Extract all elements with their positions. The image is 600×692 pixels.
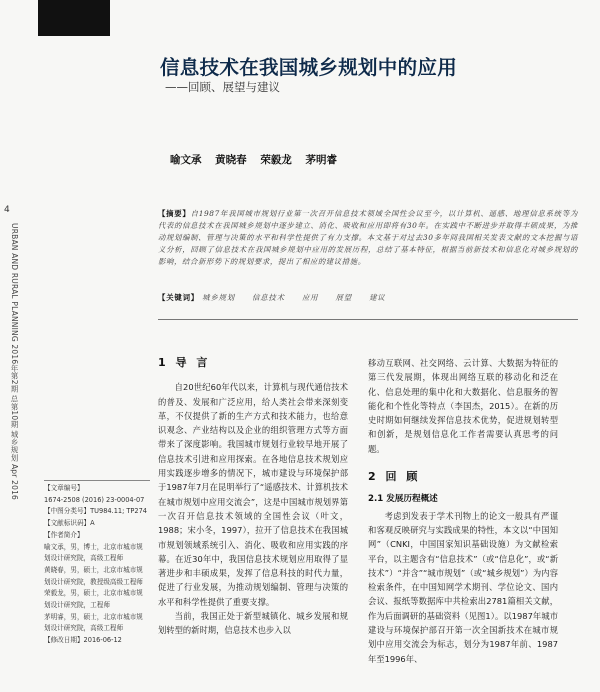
author: 喻文承 bbox=[170, 154, 202, 166]
keyword: 展望 bbox=[335, 293, 352, 302]
section-heading-review: 2 回 顾 bbox=[368, 470, 418, 484]
body-paragraph: 自20世纪60年代以来，计算机与现代通信技术的普及、发展和广泛应用，给人类社会带来深刻变革，不仅提供了新的生产方式和技术能力，也给意识观念、产业结构以及企业的组织管理方式等方面带来了深度影响。我国城市规划行业较早地开展了信息技术引进和应用探索。在各地信息技术规划应用实践逐步增多的情况下，城市建设与环境保护部于1987年7月在昆明举行了“遥感技术、计算机技术在城市规划中应用交流会”，这是中国城市规划界第一次召开信息技术领域的全国性会议（叶文，1988；宋小冬，1997），拉开了信息技术在我国城市规划领域系统引入、消化、吸收和应用实践的序幕。在近30年中，我国信息技术规划应用取得了显著进步和丰硕成果，发挥了信息科技的时代力量，促进了行业发展，为推动规划编制、管理与决策的水平和科学性提供了重要支撑。 bbox=[158, 382, 348, 607]
author: 黄晓春 bbox=[215, 154, 247, 166]
meta-line: 划设计研究院，高级工程师 bbox=[44, 624, 124, 633]
body-paragraph: 当前，我国正处于新型城镇化、城乡发展和规划转型的新时期，信息技术也步入以 bbox=[158, 611, 348, 636]
keyword: 建议 bbox=[369, 293, 386, 302]
meta-line: 荣毅龙，男，硕士，北京市城市规 bbox=[44, 589, 143, 598]
author: 荣毅龙 bbox=[260, 154, 292, 166]
meta-line: 【中图分类号】TU984.11; TP274 bbox=[44, 507, 147, 516]
meta-line: 喻文承，男，博士，北京市城市规 bbox=[44, 542, 143, 551]
meta-line: 黄晓春，男，硕士，北京市城市规 bbox=[44, 565, 143, 574]
keywords bbox=[158, 292, 578, 303]
section-heading-intro: 1 导 言 bbox=[158, 356, 208, 369]
keyword: 城乡规划 bbox=[202, 293, 235, 302]
meta-line: 【修改日期】2016-06-12 bbox=[44, 636, 122, 645]
page-number: 4 bbox=[4, 205, 10, 215]
abstract-text: 自1987年我国城市规划行业第一次召开信息技术领域全国性会议至今，以计算机、遥感、地理信息系统等为代表的信息技术在我国城乡规划中逐步建立、消化、吸收和应用即将有30年。在实践中不断进步并取得丰硕成果，为推动规划编制、管理与决策的水平和科学性提供了有力支撑。本文基于对过去30多年间我国相关发表文献的文本挖掘与语义分析，回顾了信息技术在我国城乡规划中应用的发展历程，总结了基本特征，根据当前新技术和信息化对城乡规划的影响，结合新形势下的规划要求，提出了相应的建议措施。 bbox=[158, 209, 578, 267]
meta-line: 【文章编号】 bbox=[44, 484, 84, 492]
meta-rule bbox=[44, 480, 150, 481]
body-paragraph: 考虑到发表于学术刊物上的论文一般具有严谨和客观反映研究与实践成果的特性，本文以“中国知网”（CNKI，中国国家知识基础设施）为文献检索平台，以主题含有“信息技术”（或“信息化”，或“新技术”）“并含”“城市规划”（或“城乡规划”）为内容检索条件，在中国知网学术期刊、学位论文、国内会议、报纸等数据库中共检索出2781篇相关文献，作为后面调研的基础资料（见图1）。以1987年城市建设与环境保护部召开第一次全国新技术在城市规划中应用交流会为标志，划分为1987年前、1987年至1996年、 bbox=[368, 510, 558, 664]
paper-title: 信息技术在我国城乡规划中的应用 bbox=[160, 56, 458, 79]
section-divider bbox=[158, 319, 578, 320]
subsection-heading: 2.1 发展历程概述 bbox=[368, 494, 438, 505]
meta-line: 划设计研究院，高级工程师 bbox=[44, 554, 124, 563]
journal-vertical-text: URBAN AND RURAL PLANNING 2016年第2期 总第10期 城乡规划 Apr 2016 bbox=[10, 223, 19, 501]
abstract bbox=[158, 208, 578, 268]
body-paragraph: 移动互联网、社交网络、云计算、大数据为特征的第三代发展期，体现出网络互联的移动化和泛在化、信息处理的集中化和大数据化、信息服务的智能化和个性化等特点（李国杰，2015）。在新的历史时期如何继续发挥信息技术优势，促进规划转型和创新，是规划信息化工作者需要认真思考的问题。 bbox=[368, 358, 558, 454]
article-meta bbox=[44, 480, 154, 647]
keywords-label: 【关键词】 bbox=[158, 293, 199, 302]
keyword: 信息技术 bbox=[252, 293, 285, 302]
abstract-label: 【摘要】 bbox=[158, 209, 191, 218]
meta-line: 茅明睿，男，硕士，北京市城市规 bbox=[44, 612, 143, 621]
meta-line: 1674-2508 (2016) 23-0004-07 bbox=[44, 495, 145, 504]
author: 茅明睿 bbox=[305, 154, 337, 166]
paper-subtitle: ——回顾、展望与建议 bbox=[165, 80, 280, 94]
journal-sidebar bbox=[4, 205, 26, 501]
meta-line: 【文献标识码】A bbox=[44, 519, 95, 528]
right-column bbox=[368, 356, 558, 666]
author-list bbox=[170, 152, 337, 167]
left-column bbox=[158, 356, 348, 638]
corner-mark bbox=[38, 0, 110, 36]
meta-line: 划设计研究院，工程师 bbox=[44, 601, 110, 610]
meta-line: 划设计研究院，教授级高级工程师 bbox=[44, 577, 143, 586]
meta-line: 【作者简介】 bbox=[44, 530, 84, 539]
keyword: 应用 bbox=[301, 293, 319, 302]
